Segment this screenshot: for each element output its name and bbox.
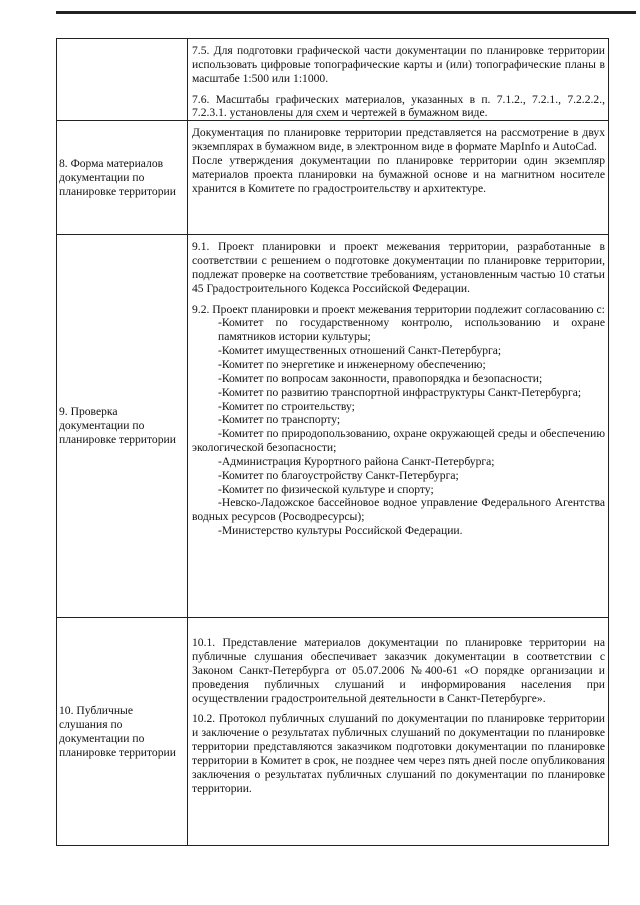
row-label-cell — [57, 618, 188, 846]
paragraph-10-1: 10.1. Представление материалов документации по планировке территории на публичные слушания обеспечивает заказчик документации в соответствии с Законом Санкт-Петербурга от 05.07.2006 №400-61 «О порядке организации и проведения публичных слушаний и информирования населения при осуществлении градостроительной деятельности в Санкт-Петербурге». — [192, 636, 605, 705]
table-row-7 — [57, 39, 609, 121]
agency-item: -Комитет по физической культуре и спорту; — [218, 482, 434, 496]
agency-item: -Комитет по развитию транспортной инфраструктуры Санкт-Петербурга; — [218, 385, 582, 399]
paragraph-9-2: 9.2. Проект планировки и проект межевания территории подлежит согласованию с: — [192, 302, 605, 316]
top-rule — [56, 11, 636, 14]
section-10-label: 10. Публичные слушания по документации по планировке территории — [59, 704, 176, 759]
agency-item: -Комитет по государственному контролю, использованию и охране памятников истории культуры; — [218, 316, 605, 344]
row-label-cell — [57, 39, 188, 121]
agency-item: -Министерство культуры Российской Федерации. — [218, 524, 463, 538]
table-row-9 — [57, 235, 609, 618]
paragraph-7-5: 7.5. Для подготовки графической части документации по планировке территории использовать цифровые топографические карты и (или) топографические планы в масштабе 1:500 или 1:1000. — [192, 44, 605, 85]
row-content-cell — [188, 235, 609, 618]
paragraph-7-6: 7.6. Масштабы графических материалов, указанных в п. 7.1.2., 7.2.1., 7.2.2.2., 7.2.3.1. установлены для схем и чертежей в бумажном виде. — [192, 92, 605, 120]
row-content-cell — [188, 39, 609, 121]
paragraph-10-2: 10.2. Протокол публичных слушаний по документации по планировке территории и заключение о результатах публичных слушаний по документации по планировке территории представляются заказчиком подготовки документации по планировке территории в Комитет в срок, не позднее чем через пять дней после опубликования заключения о результатах публичных слушаний по документации по планировке территории. — [192, 712, 605, 795]
agency-item: -Комитет по энергетике и инженерному обеспечению; — [218, 357, 486, 371]
section-9-label: 9. Проверка документации по планировке территории — [59, 405, 176, 447]
paragraph-8-2: После утверждения документации по планировке территории один экземпляр материалов проекта планировки на бумажной основе и на магнитном носителе хранится в Комитете по градостроительству и архитектуре. — [192, 153, 605, 195]
row-label-cell — [57, 235, 188, 618]
row-content-cell — [188, 618, 609, 846]
agency-item: -Комитет по вопросам законности, правопорядка и безопасности; — [218, 371, 543, 385]
agency-item: -Комитет по транспорту; — [218, 413, 341, 427]
agency-item: -Комитет по благоустройству Санкт-Петербурга; — [218, 468, 459, 482]
agency-item: -Комитет по строительству; — [218, 399, 355, 413]
agency-item: -Невско-Ладожское бассейновое водное управление Федерального Агентства водных ресурсов (Росводресурсы); — [192, 496, 605, 524]
terms-table — [56, 38, 609, 846]
row-label-cell — [57, 121, 188, 235]
agency-item: -Администрация Курортного района Санкт-Петербурга; — [218, 454, 495, 468]
table-row-8 — [57, 121, 609, 235]
table-row-10 — [57, 618, 609, 846]
row-content-cell — [188, 121, 609, 235]
section-8-label: 8. Форма материалов документации по планировке территории — [59, 156, 176, 198]
agency-item: -Комитет по природопользованию, охране окружающей среды и обеспечению экологической безопасности; — [192, 427, 605, 455]
paragraph-9-1: 9.1. Проект планировки и проект межевания территории, разработанные в соответствии с решением о подготовке документации по планировке территории, подлежат проверке на соответствие требованиям, установленным частью 10 статьи 45 Градостроительного Кодекса Российской Федерации. — [192, 240, 605, 295]
paragraph-8-1: Документация по планировке территории представляется на рассмотрение в двух экземплярах в бумажном виде, в электронном виде в формате MapInfo и AutoCad. — [192, 126, 605, 154]
agency-item: -Комитет имущественных отношений Санкт-Петербурга; — [218, 344, 502, 358]
